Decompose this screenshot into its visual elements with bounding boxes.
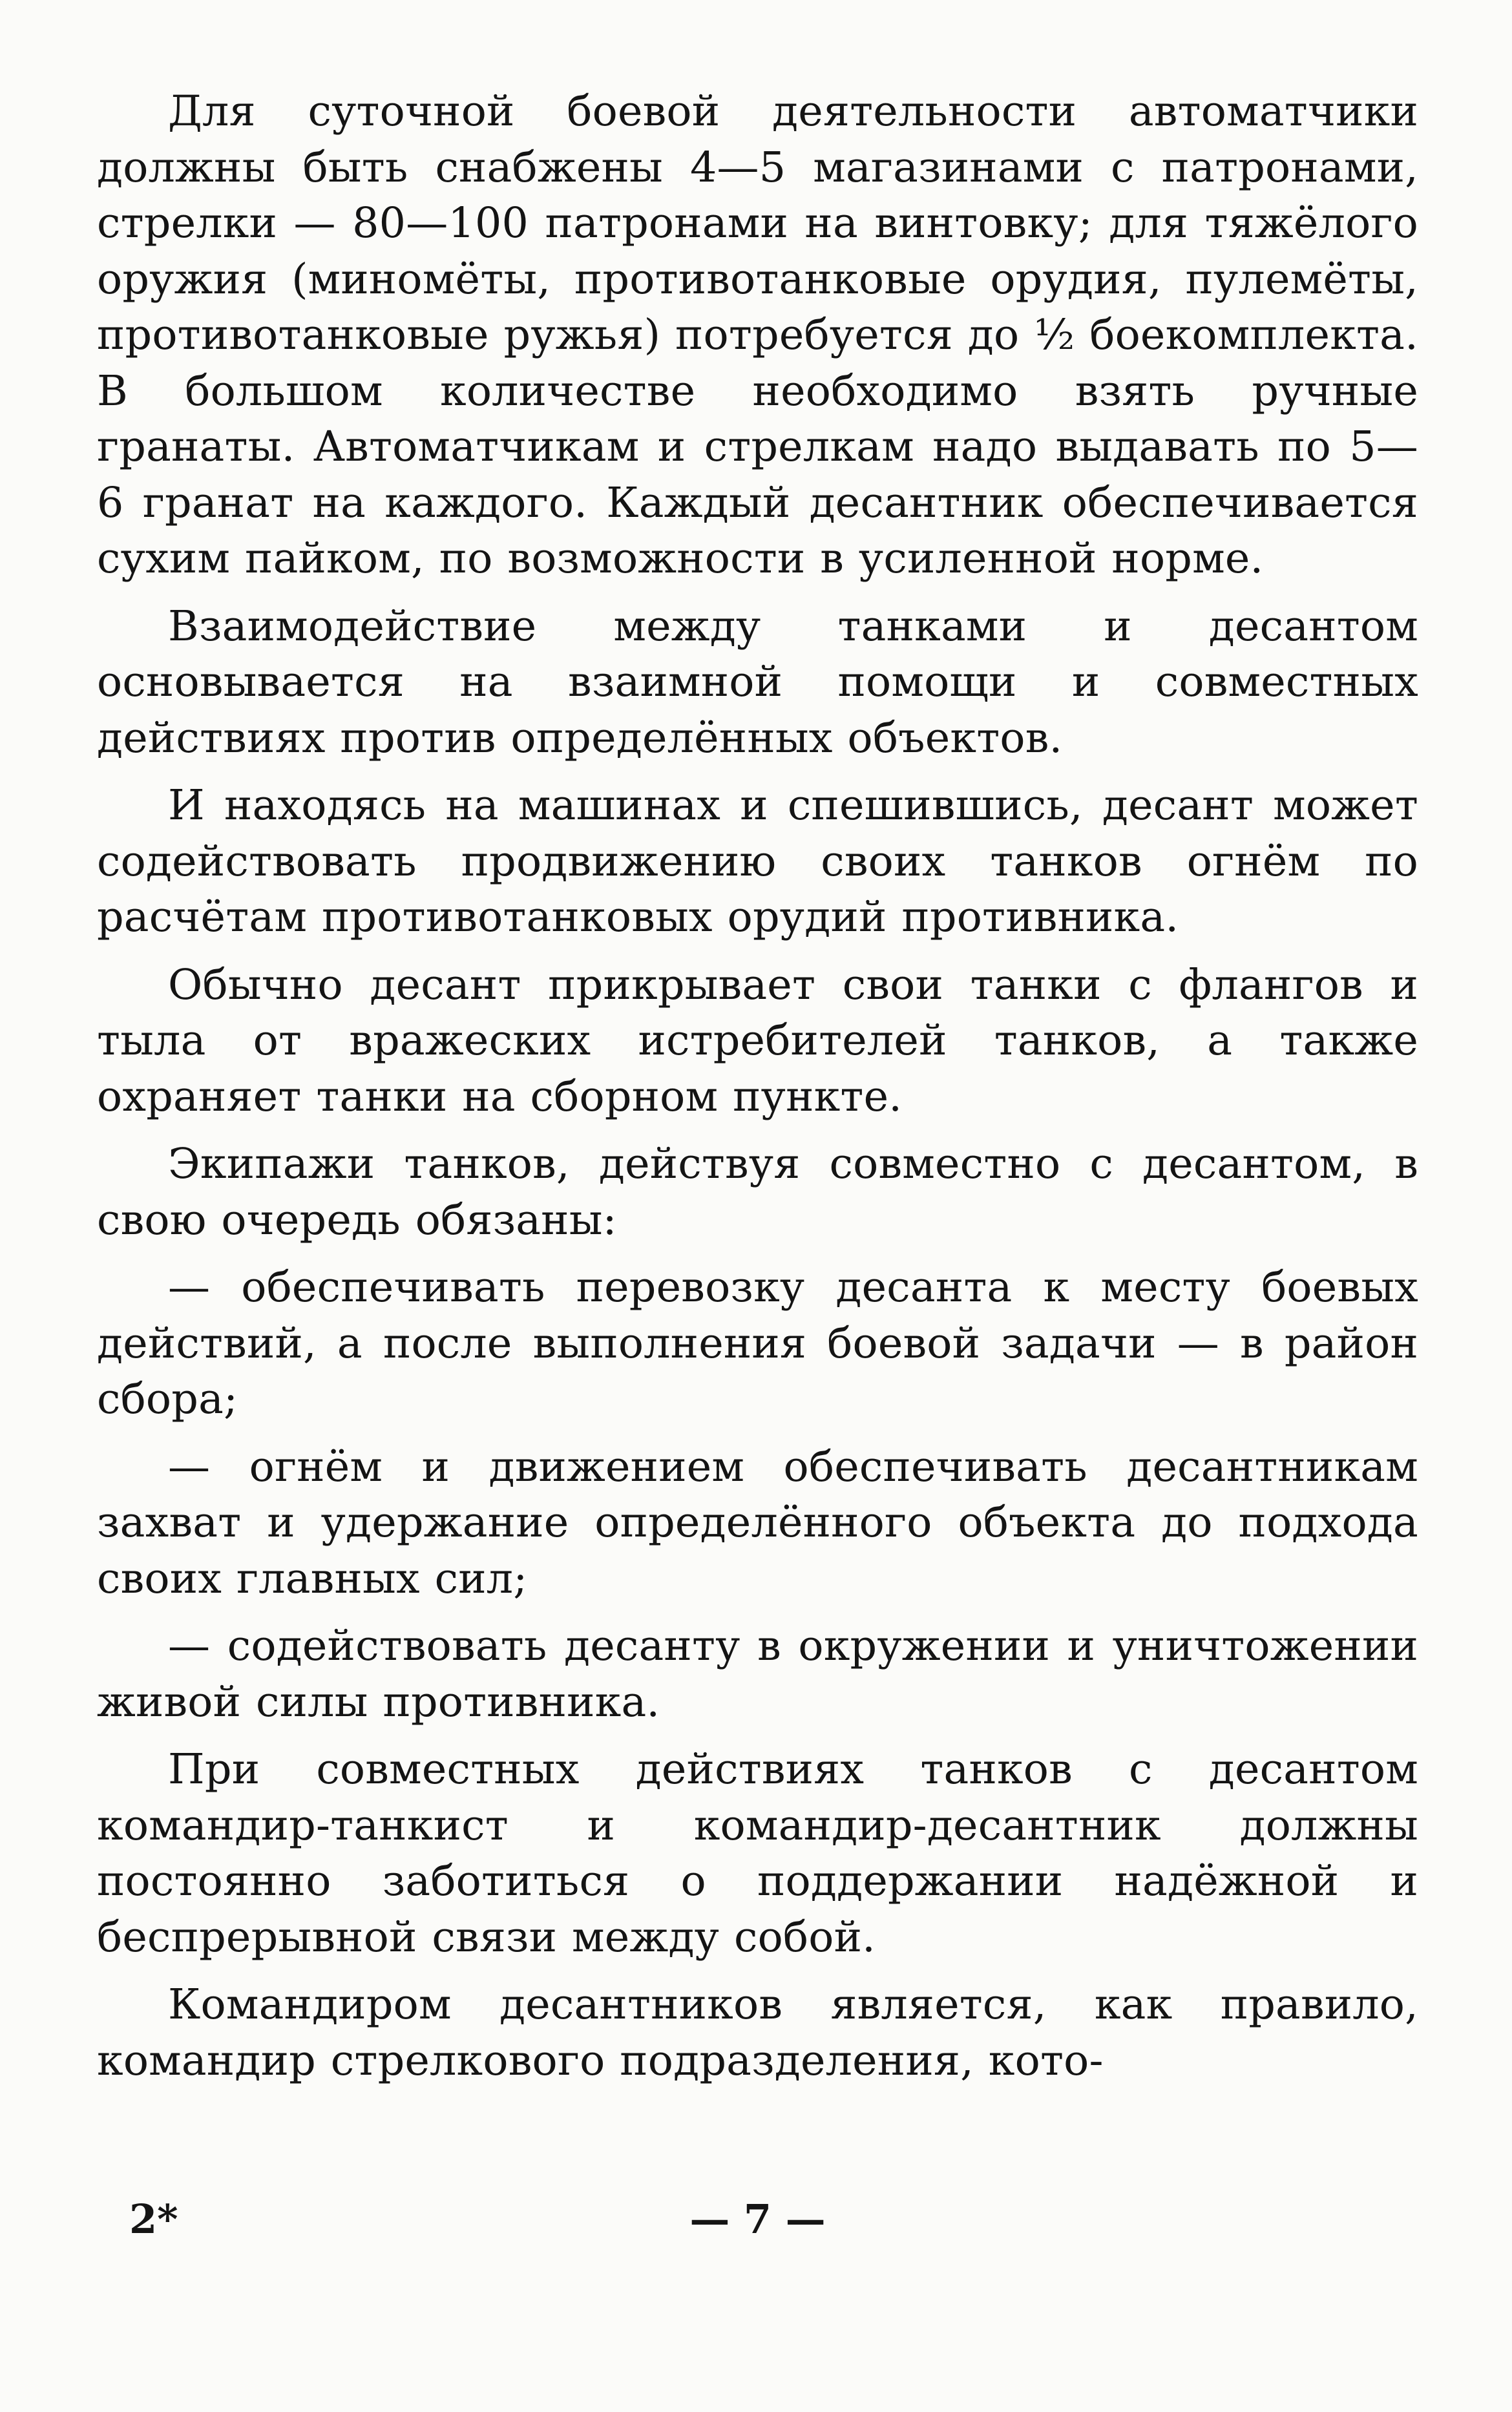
paragraph-flank-cover: Обычно десант прикрывает свои танки с флангов и тыла от вражеских истребителей танков, а также охраняет танки на сборном пункте. [97, 960, 1418, 1121]
paragraph-interaction: Взаимодействие между танками и десантом основывается на взаимной помощи и совместных действиях против определённых объектов. [97, 602, 1418, 762]
paragraph-fire-support: И находясь на машинах и спешившись, десант может содействовать продвижению своих танков огнём по расчётам противотанковых орудий противника. [97, 781, 1418, 941]
paragraph-commander: Командиром десантников является, как правило, командир стрелкового подразделения, кото- [97, 1980, 1418, 2085]
page-footer [97, 2187, 1418, 2252]
duty-item-encircle: — содействовать десанту в окружении и уничтожении живой силы противника. [97, 1622, 1418, 1726]
printer-signature-mark: 2* [129, 2196, 178, 2243]
duty-item-capture: — огнём и движением обеспечивать десантникам захват и удержание определённого объекта до подхода своих главных сил; [97, 1442, 1418, 1603]
duty-item-transport: — обеспечивать перевозку десанта к месту боевых действий, а после выполнения боевой задачи — в район сбора; [97, 1263, 1418, 1423]
page-number: — 7 — [689, 2196, 826, 2243]
paragraph-crew-duties: Экипажи танков, действуя совместно с десантом, в свою очередь обязаны: [97, 1140, 1418, 1244]
paragraph-communication: При совместных действиях танков с десантом командир-танкист и командир-десантник должны постоянно заботиться о поддержании надёжной и беспрерывной связи между собой. [97, 1745, 1418, 1962]
body-text [97, 84, 1418, 2101]
paragraph-supplies: Для суточной боевой деятельности автоматчики должны быть снабжены 4—5 магазинами с патронами, стрелки — 80—100 патронами на винтовку; для тяжёлого оружия (миномёты, противотанковые орудия, пулемёты, противотанковые ружья) потребуется до ½ боекомплекта. В большом количестве необходимо взять ручные гранаты. Автоматчикам и стрелкам надо выдавать по 5—6 гранат на каждого. Каждый десантник обеспечивается сухим пайком, по возможности в усиленной норме. [97, 87, 1418, 583]
